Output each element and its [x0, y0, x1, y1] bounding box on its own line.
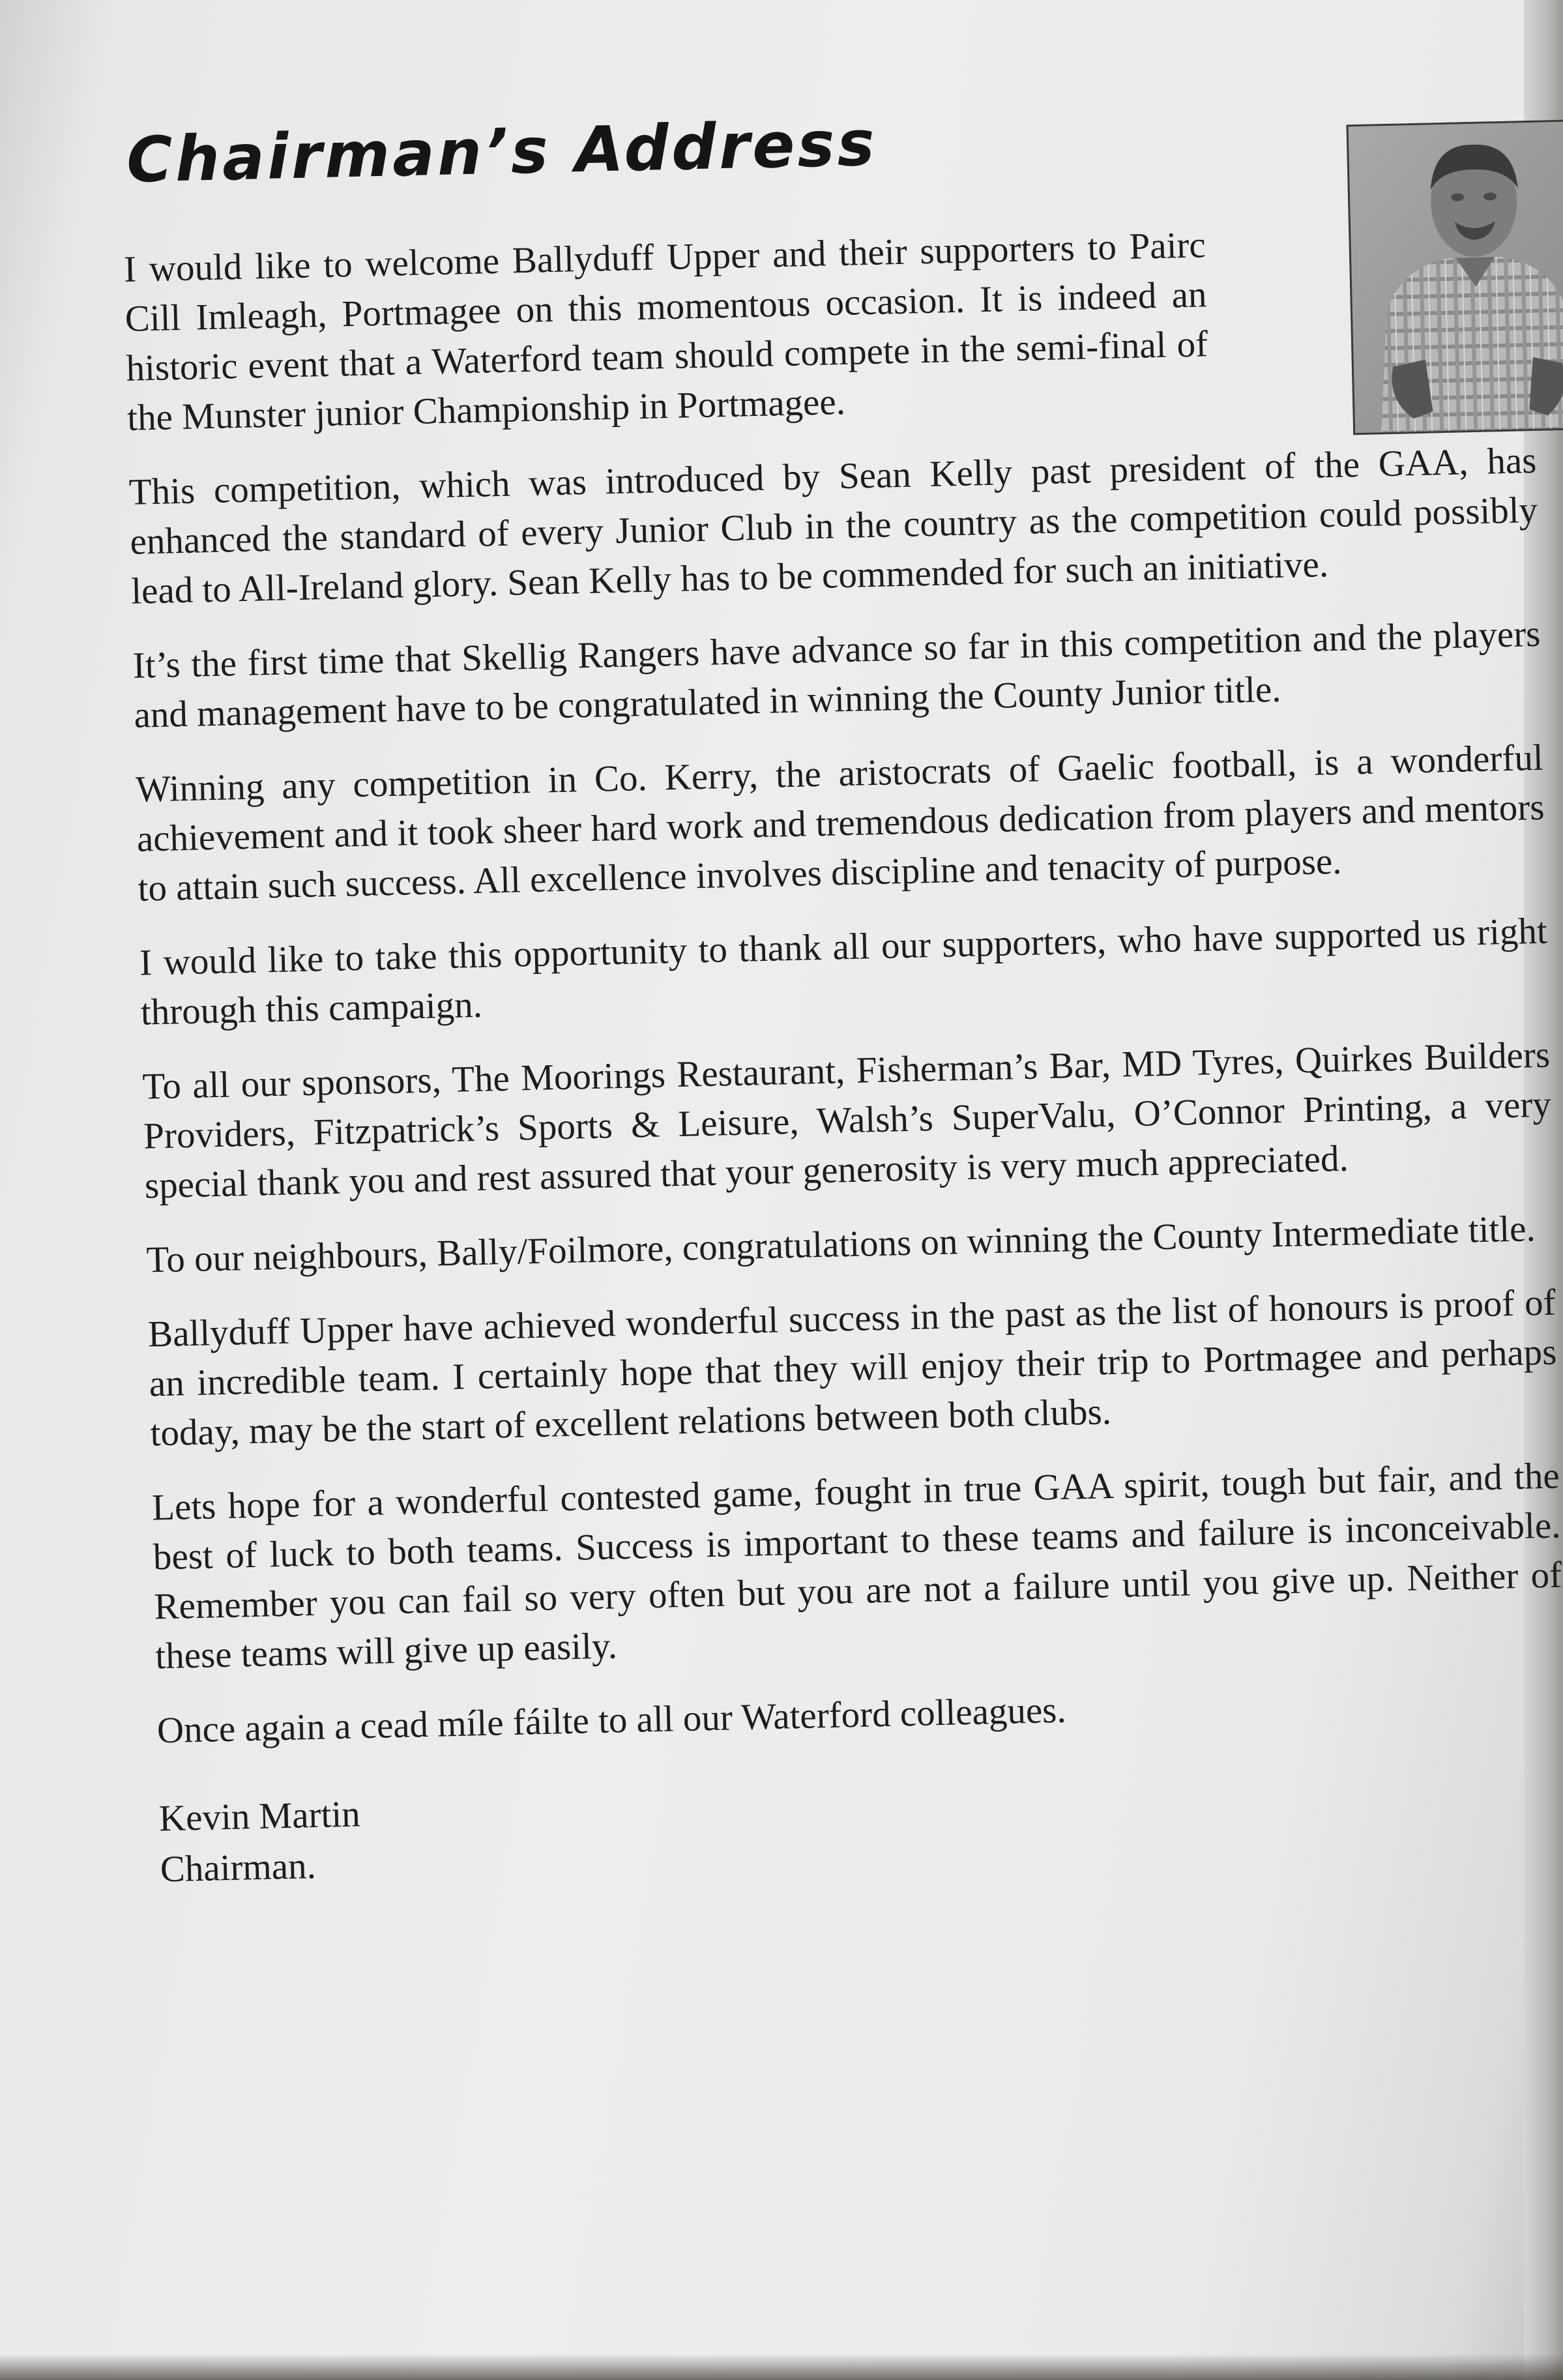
paragraph-skellig-rangers: It’s the first time that Skellig Rangers have advance so far in this competition and the players and management have to be congratulated in winning the County Junior title.	[132, 613, 1541, 736]
paragraph-kerry: Winning any competition in Co. Kerry, the aristocrats of Gaelic football, is a wonderful achievement and it took sheer hard work and tremendous dedication from players and mentors to attain such success. All excellence involves discipline and tenacity of purpose.	[135, 737, 1545, 909]
paragraph-ballyduff: Ballyduff Upper have achieved wonderful success in the past as the list of honours is proof of an incredible team. I certainly hope that they will enjoy their trip to Portmagee and perhaps today, may be the start of excellent relations between both clubs.	[147, 1282, 1558, 1454]
paragraph-game: Lets hope for a wonderful contested game, fought in true GAA spirit, tough but fair, and the best of luck to both teams. Success is important to these teams and failure is inconceivable. Remember you can fail so very often but you are not a failure until you give up. Neither of these teams will give up easily.	[151, 1455, 1562, 1677]
signature-block	[158, 1761, 1563, 1895]
article	[121, 92, 1563, 1895]
page-title: Chairman’s Address	[125, 106, 878, 197]
portrait-photo-icon	[1349, 121, 1563, 433]
paragraph-competition: This competition, which was introduced by Sean Kelly past president of the GAA, has enhanced the standard of every Junior Club in the country as the competition could possibly lead to All-Ireland glory. Sean Kelly has to be commended for such an initiative.	[128, 439, 1538, 612]
chairman-photo	[1347, 119, 1563, 435]
paragraph-neighbours: To our neighbours, Bally/Foilmore, congratulations on winning the County Intermediate title.	[145, 1208, 1536, 1281]
paragraph-welcome: I would like to welcome Ballyduff Upper and their supporters to Pairc Cill Imleagh, Portmagee on this momentous occasion. It is indeed an historic event that a Waterford team should compete in the semi-final of the Munster junior Championship in Portmagee.	[123, 224, 1208, 439]
signature-role: Chairman.	[160, 1845, 317, 1890]
paragraph-closing: Once again a cead míle fáilte to all our Waterford colleagues.	[156, 1689, 1067, 1752]
paragraph-supporters: I would like to take this opportunity to thank all our supporters, who have supported us right through this campaign.	[139, 910, 1548, 1033]
signature-name: Kevin Martin	[158, 1793, 361, 1840]
page-bottom-shadow	[0, 2354, 1563, 2380]
paragraph-sponsors: To all our sponsors, The Moorings Restaurant, Fisherman’s Bar, MD Tyres, Quirkes Builders Providers, Fitzpatrick’s Sports & Leisure, Walsh’s SuperValu, O’Connor Printing, a very special thank you and rest assured that your generosity is very much appreciated.	[141, 1034, 1552, 1207]
